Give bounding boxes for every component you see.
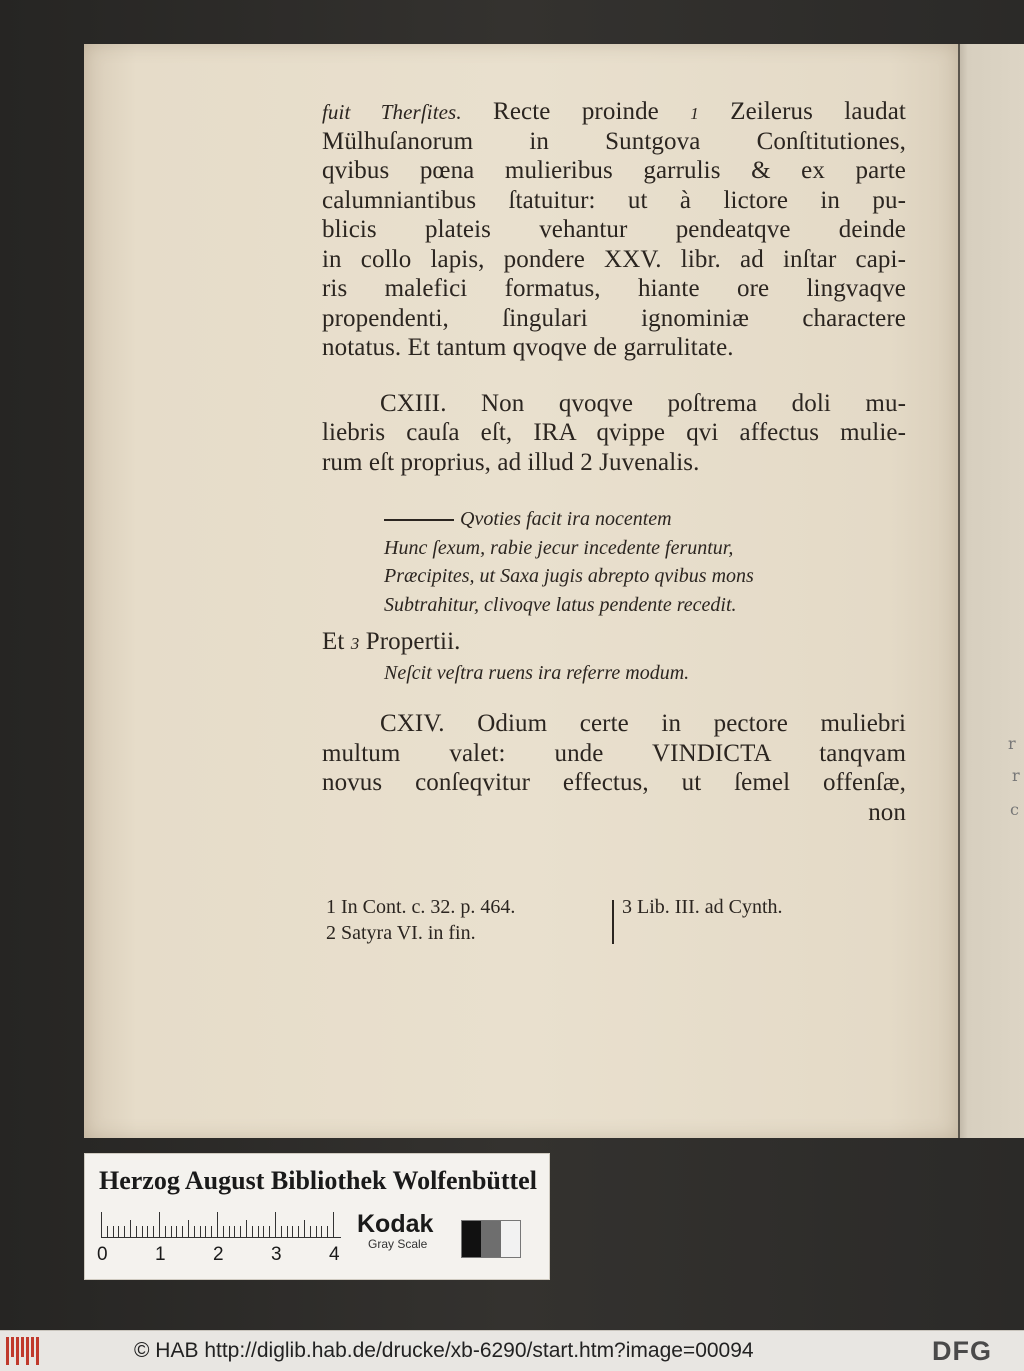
footnote: 1 In Cont. c. 32. p. 464. (326, 896, 516, 918)
verse-line: Neſcit veſtra ruens ira referre modum. (384, 661, 690, 684)
dfg-logo: DFG (932, 1336, 992, 1366)
ruler-tick (165, 1226, 166, 1238)
text-line: notatus. Et tantum qvoqve de garrulitate. (322, 334, 734, 361)
footnote: 2 Satyra VI. in fin. (326, 922, 476, 944)
text-line: Mülhuſanorum in Suntgova Conſtitutiones, (322, 127, 906, 155)
footnote-divider (612, 900, 614, 944)
ruler-tick (188, 1220, 189, 1238)
swatch-black (462, 1221, 481, 1257)
gray-scale-swatches (461, 1220, 521, 1258)
ruler-tick (223, 1226, 224, 1238)
ruler-tick (321, 1226, 322, 1238)
verse-line: Subtrahitur, clivoqve latus pendente recedit. (384, 593, 737, 616)
catchword: non (868, 798, 906, 826)
footer-bar (0, 1330, 1024, 1371)
ruler-tick (263, 1226, 264, 1238)
ruler-tick (182, 1226, 183, 1238)
ruler-tick (258, 1226, 259, 1238)
verse-line: Præcipites, ut Saxa jugis abrepto qvibus mons (384, 565, 754, 587)
text-line: blicis plateis vehantur pendeatqve deinde (322, 216, 906, 243)
ruler-number: 3 (271, 1244, 282, 1265)
verse-line: Qvoties facit ira nocentem (322, 508, 906, 537)
text-line: propendenti, ſingulari ignominiæ charactere (322, 304, 906, 332)
ruler-tick (101, 1212, 102, 1238)
ruler-tick (234, 1226, 235, 1238)
ruler-tick (147, 1226, 148, 1238)
ruler-number: 4 (329, 1244, 340, 1265)
ruler-tick (211, 1226, 212, 1238)
ruler-tick (327, 1226, 328, 1238)
ruler-tick (304, 1220, 305, 1238)
ruler-tick (113, 1226, 114, 1238)
swatch-gray (481, 1221, 500, 1257)
ruler-tick (310, 1226, 311, 1238)
kodak-logo: Kodak (357, 1210, 434, 1238)
ruler-tick (153, 1226, 154, 1238)
library-scale-label (84, 1153, 550, 1280)
ruler-tick (240, 1226, 241, 1238)
paragraph-line: CXIV. Odium certe in pectore muliebri (380, 710, 906, 737)
ruler-number: 0 (97, 1244, 108, 1265)
swatch-white (501, 1221, 520, 1257)
ruler-tick (171, 1226, 172, 1238)
ruler-tick (142, 1226, 143, 1238)
ruler-tick (159, 1212, 160, 1238)
ruler-tick (281, 1226, 282, 1238)
adjacent-page-edge: r r c (958, 44, 1024, 1138)
ruler-tick (217, 1212, 218, 1238)
ruler-tick (107, 1226, 108, 1238)
paragraph-line: multum valet: unde VINDICTA tanqvam (322, 739, 906, 767)
hab-logo-icon (6, 1337, 44, 1365)
ruler-tick (124, 1226, 125, 1238)
paragraph-line: liebris cauſa eſt, IRA qvippe qvi affectus mulie- (322, 419, 906, 446)
ruler-tick (287, 1226, 288, 1238)
ruler-tick (118, 1226, 119, 1238)
text-line: fuit Therſites. Recte proinde 1 Zeilerus laudat (322, 98, 906, 125)
text-line: ris malefici formatus, hiante ore lingvaqve (322, 275, 906, 302)
verse-line: Hunc ſexum, rabie jecur incedente feruntur, (384, 536, 734, 559)
text-line: in collo lapis, pondere XXV. libr. ad inſtar capi- (322, 245, 906, 273)
ruler-tick (269, 1226, 270, 1238)
library-name: Herzog August Bibliothek Wolfenbüttel (99, 1166, 537, 1195)
ruler-tick (298, 1226, 299, 1238)
measurement-ruler (101, 1210, 345, 1238)
ruler-tick (194, 1226, 195, 1238)
ruler-tick (229, 1226, 230, 1238)
ruler-number: 2 (213, 1244, 224, 1265)
ruler-tick (246, 1220, 247, 1238)
ruler-tick (316, 1226, 317, 1238)
page-text (322, 98, 906, 828)
verse-dash (384, 519, 454, 521)
ruler-tick (333, 1212, 334, 1238)
footnote: 3 Lib. III. ad Cynth. (622, 896, 783, 918)
paragraph-line: rum eſt proprius, ad illud 2 Juvenalis. (322, 448, 700, 476)
paragraph-line: CXIII. Non qvoqve poſtrema doli mu- (380, 389, 906, 417)
gray-scale-caption: Gray Scale (368, 1237, 428, 1251)
ruler-tick (292, 1226, 293, 1238)
copyright-link[interactable]: © HAB http://diglib.hab.de/drucke/xb-6290/start.htm?image=00094 (134, 1339, 754, 1362)
text-line: calumniantibus ſtatuitur: ut à lictore in pu- (322, 186, 906, 214)
ruler-tick (136, 1226, 137, 1238)
ruler-tick (205, 1226, 206, 1238)
paragraph-line: novus conſeqvitur effectus, ut ſemel offenſæ, (322, 769, 906, 796)
ruler-tick (176, 1226, 177, 1238)
ruler-tick (200, 1226, 201, 1238)
ruler-tick (130, 1220, 131, 1238)
text-line: qvibus pœna mulieribus garrulis & ex parte (322, 157, 906, 184)
ruler-tick (252, 1226, 253, 1238)
ruler-number: 1 (155, 1244, 166, 1265)
ruler-tick (275, 1212, 276, 1238)
citation-line: Et 3 Propertii. (322, 628, 461, 655)
